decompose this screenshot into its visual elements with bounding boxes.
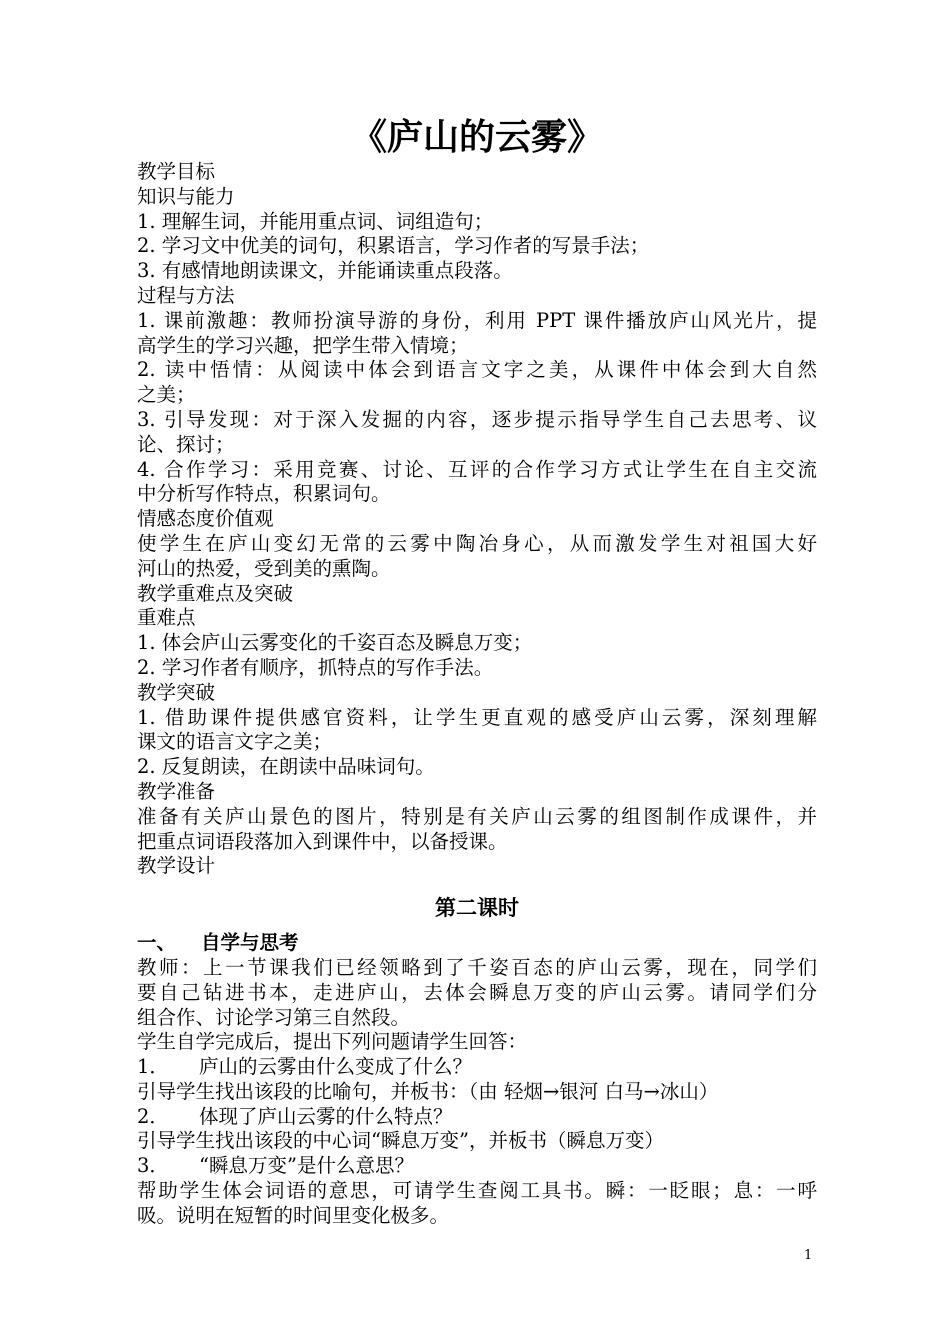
part-number: 一、 [137, 931, 177, 955]
subheading-difficulties: 重难点 [137, 606, 196, 630]
question-number: 1． [137, 1055, 169, 1079]
question-item [137, 1154, 817, 1179]
paragraph-line: 中分析写作特点，积累词句。 [137, 482, 391, 506]
paragraph-line: 教师：上一节课我们已经领略到了千姿百态的庐山云雾，现在，同学们 [137, 955, 817, 979]
part-heading [137, 931, 817, 956]
heading-teaching-goals: 教学目标 [137, 160, 216, 183]
paragraph-line: 论、探讨； [137, 432, 235, 456]
paragraph-line: 学生自学完成后，提出下列问题请学生回答： [137, 1030, 528, 1054]
paragraph-line: 组合作、讨论学习第三自然段。 [137, 1005, 411, 1029]
answer-line: 帮助学生体会词语的意思，可请学生查阅工具书。瞬：一眨眼；息：一呼 [137, 1179, 817, 1203]
list-item: 2. 反复朗读，在朗读中品味词句。 [137, 755, 435, 779]
page-number: 1 [804, 1248, 813, 1263]
answer-line: 引导学生找出该段的比喻句，并板书：（由 轻烟→银河 白马→冰山） [137, 1079, 719, 1103]
list-item: 2. 学习文中优美的词句，积累语言，学习作者的写景手法； [137, 234, 650, 258]
paragraph-line: 4. 合作学习：采用竞赛、讨论、互评的合作学习方式让学生在自主交流 [137, 457, 817, 481]
list-item: 2. 学习作者有顺序，抓特点的写作手法。 [137, 655, 494, 679]
paragraph-line: 河山的热爱，受到美的熏陶。 [137, 556, 391, 580]
document-title: 《庐山的云雾》 [350, 117, 603, 158]
question-text: 庐山的云雾由什么变成了什么？ [199, 1055, 473, 1079]
list-item: 3. 有感情地朗读课文，并能诵读重点段落。 [137, 259, 513, 283]
list-item: 1. 理解生词，并能用重点词、词组造句； [137, 209, 494, 233]
paragraph-line: 把重点词语段落加入到课件中，以备授课。 [137, 829, 508, 853]
subheading-knowledge: 知识与能力 [137, 184, 235, 208]
heading-preparation: 教学准备 [137, 779, 216, 803]
document-body [137, 160, 817, 1229]
question-item [137, 1105, 817, 1130]
answer-line: 引导学生找出该段的中心词“瞬息万变”，并板书（瞬息万变） [137, 1129, 664, 1153]
paragraph-line: 课文的语言文字之美； [137, 730, 333, 754]
paragraph-line: 准备有关庐山景色的图片，特别是有关庐山云雾的组图制作成课件，并 [137, 804, 817, 828]
subheading-breakthrough: 教学突破 [137, 680, 216, 704]
question-item [137, 1055, 817, 1080]
paragraph-line: 之美； [137, 383, 196, 407]
paragraph-line: 使学生在庐山变幻无常的云雾中陶冶身心，从而激发学生对祖国大好 [137, 531, 817, 555]
paragraph-line: 1. 借助课件提供感官资料，让学生更直观的感受庐山云雾，深刻理解 [137, 705, 817, 729]
part-title: 自学与思考 [201, 931, 299, 955]
subheading-process: 过程与方法 [137, 283, 235, 307]
answer-line: 吸。说明在短暂的时间里变化极多。 [137, 1203, 450, 1227]
paragraph-line: 要自己钻进书本，走进庐山，去体会瞬息万变的庐山云雾。请同学们分 [137, 980, 817, 1004]
question-text: “瞬息万变”是什么意思？ [199, 1154, 414, 1178]
question-number: 2． [137, 1104, 169, 1128]
question-number: 3． [137, 1154, 169, 1178]
list-item: 1. 体会庐山云雾变化的千姿百态及瞬息万变； [137, 631, 533, 655]
heading-design: 教学设计 [137, 854, 216, 878]
paragraph-line: 1. 课前激趣：教师扮演导游的身份，利用 PPT 课件播放庐山风光片，提 [137, 308, 817, 332]
section-title: 第二课时 [435, 896, 519, 921]
paragraph-line: 3. 引导发现：对于深入发掘的内容，逐步提示指导学生自己去思考、议 [137, 407, 817, 431]
question-text: 体现了庐山云雾的什么特点？ [199, 1104, 453, 1128]
paragraph-line: 高学生的学习兴趣，把学生带入情境； [137, 333, 469, 357]
subheading-attitude: 情感态度价值观 [137, 507, 274, 531]
heading-key-points: 教学重难点及突破 [137, 581, 294, 605]
paragraph-line: 2. 读中悟情：从阅读中体会到语言文字之美，从课件中体会到大自然 [137, 358, 817, 382]
